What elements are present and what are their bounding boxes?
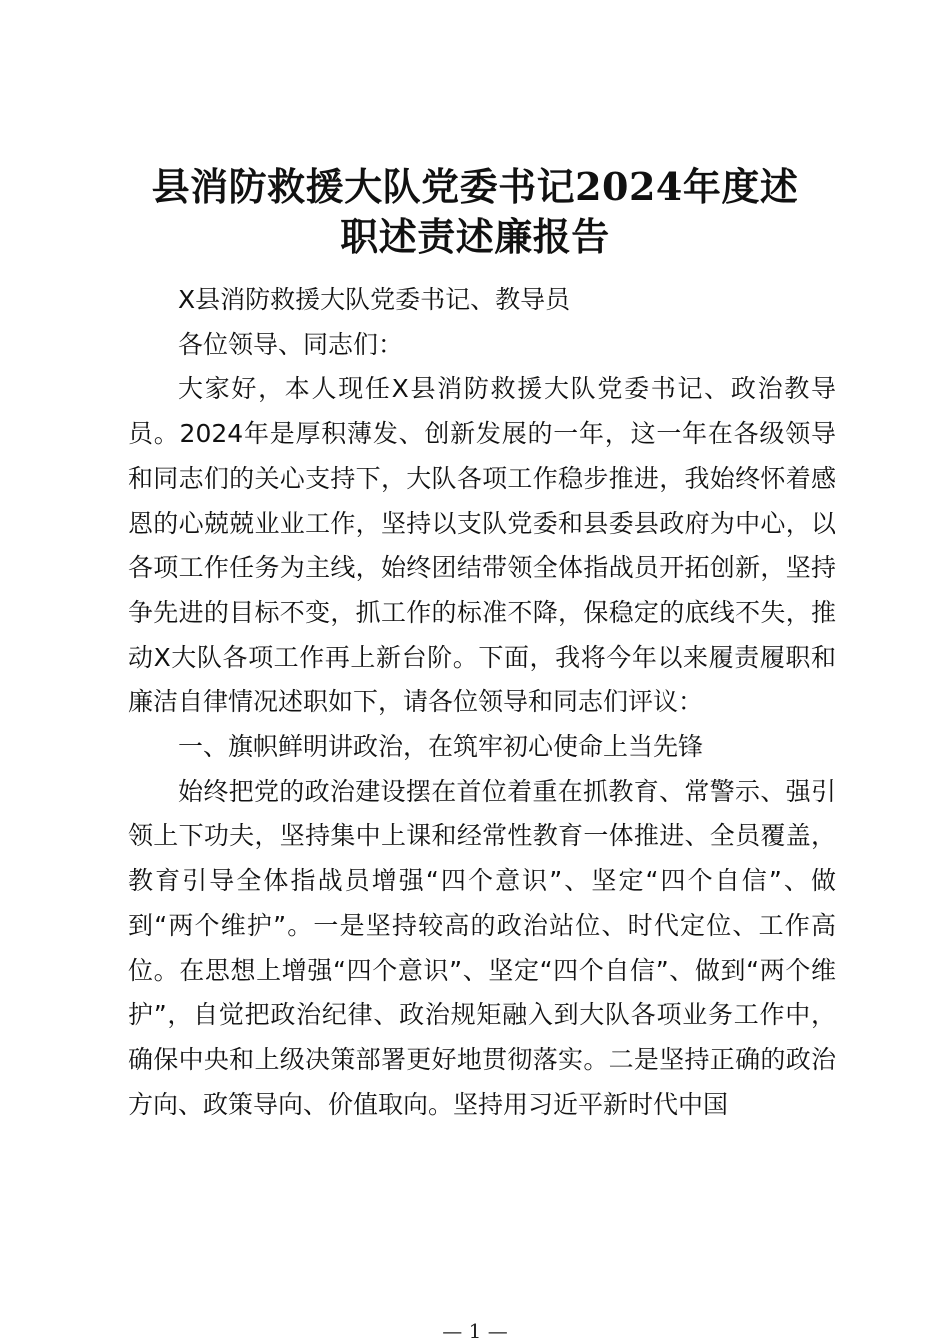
document-title bbox=[110, 162, 840, 262]
title-line-2: 职述责述廉报告 bbox=[340, 214, 610, 259]
section-heading-1: 一、旗帜鲜明讲政治，在筑牢初心使命上当先锋 bbox=[178, 732, 704, 762]
author-line: X县消防救援大队党委书记、教导员 bbox=[178, 285, 571, 314]
salutation: 各位领导、同志们： bbox=[178, 329, 404, 359]
paragraph-intro: 大家好，本人现任X县消防救援大队党委书记、政治教导员。2024年是厚积薄发、创新发展的一年，这一年在各级领导和同志们的关心支持下，大队各项工作稳步推进，我始终怀着感恩的心兢兢业业工作，坚持以支队党委和县委县政府为中心，以各项工作任务为主线，始终团结带领全体指战员开拓创新，坚持争先进的目标不变，抓工作的标准不降，保稳定的底线不失，推动X大队各项工作再上新台阶。下面，我将今年以来履责履职和廉洁自律情况述职如下，请各位领导和同志们评议： bbox=[128, 374, 836, 717]
page-number: — 1 — bbox=[442, 1319, 508, 1343]
document-body bbox=[128, 278, 836, 1127]
title-line-1: 县消防救援大队党委书记2024年度述 bbox=[151, 164, 799, 209]
paragraph-section-1: 始终把党的政治建设摆在首位着重在抓教育、常警示、强引领上下功夫，坚持集中上课和经常性教育一体推进、全员覆盖，教育引导全体指战员增强“四个意识”、坚定“四个自信”、做到“两个维护”。一是坚持较高的政治站位、时代定位、工作高位。在思想上增强“四个意识”、坚定“四个自信”、做到“两个维护”，自觉把政治纪律、政治规矩融入到大队各项业务工作中，确保中央和上级决策部署更好地贯彻落实。二是坚持正确的政治方向、政策导向、价值取向。坚持用习近平新时代中国 bbox=[128, 776, 836, 1119]
